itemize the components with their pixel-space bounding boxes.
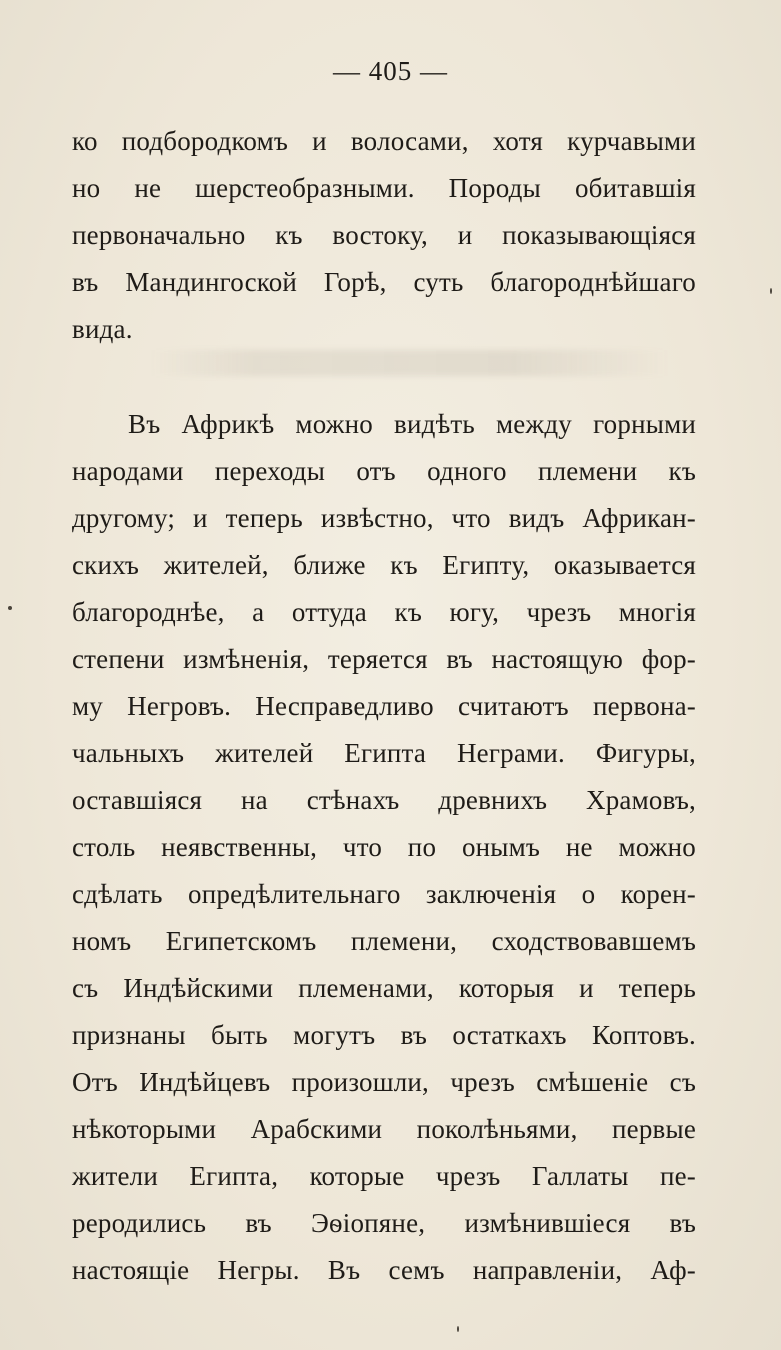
text-line: реродились въ Эѳіопяне, измѣнившіеся въ <box>72 1208 696 1238</box>
text-line: чальныхъ жителей Египта Неграми. Фигуры, <box>72 738 696 768</box>
text-line: степени измѣненія, теряется въ настоящую фор- <box>72 644 696 674</box>
paragraph-2 <box>72 401 696 1294</box>
text-line: жители Египта, которые чрезъ Галлаты пе- <box>72 1161 696 1191</box>
text-line: благороднѣе, а оттуда къ югу, чрезъ многія <box>72 597 696 627</box>
ink-speck <box>8 606 12 610</box>
text-line: Въ Африкѣ можно видѣть между горными <box>128 409 696 439</box>
text-line: въ Мандингоской Горѣ, суть благороднѣйшаго <box>72 267 696 297</box>
text-line: другому; и теперь извѣстно, что видъ Африкан- <box>72 503 696 533</box>
text-line: народами переходы отъ одного племени къ <box>72 456 696 486</box>
text-line: признаны быть могутъ въ остаткахъ Коптовъ. <box>72 1020 696 1050</box>
text-line: но не шерстеобразными. Породы обитавшія <box>72 173 696 203</box>
page-number: — 405 — <box>333 56 448 86</box>
text-line: сдѣлать опредѣлительнаго заключенія о корен- <box>72 879 696 909</box>
text-line: настоящіе Негры. Въ семъ направленіи, Аф- <box>72 1255 696 1285</box>
text-line: му Негровъ. Несправедливо считаютъ первона- <box>72 691 696 721</box>
body-text <box>72 118 696 1294</box>
text-line: скихъ жителей, ближе къ Египту, оказывается <box>72 550 696 580</box>
text-line: вида. <box>72 314 133 344</box>
text-line: номъ Египетскомъ племени, сходствовавшемъ <box>72 926 696 956</box>
ink-speck <box>770 288 772 294</box>
paragraph-1 <box>72 118 696 353</box>
paragraph-gap <box>72 353 696 401</box>
text-line: ко подбородкомъ и волосами, хотя курчавыми <box>72 126 696 156</box>
text-line: первоначально къ востоку, и показывающіяся <box>72 220 696 250</box>
text-line: оставшіяся на стѣнахъ древнихъ Храмовъ, <box>72 785 696 815</box>
text-line: столь неявственны, что по онымъ не можно <box>72 832 696 862</box>
text-line: Отъ Индѣйцевъ произошли, чрезъ смѣшеніе съ <box>72 1067 696 1097</box>
ink-speck <box>457 1326 459 1332</box>
text-line: съ Индѣйскими племенами, которыя и теперь <box>72 973 696 1003</box>
text-line: нѣкоторыми Арабскими поколѣньями, первые <box>72 1114 696 1144</box>
